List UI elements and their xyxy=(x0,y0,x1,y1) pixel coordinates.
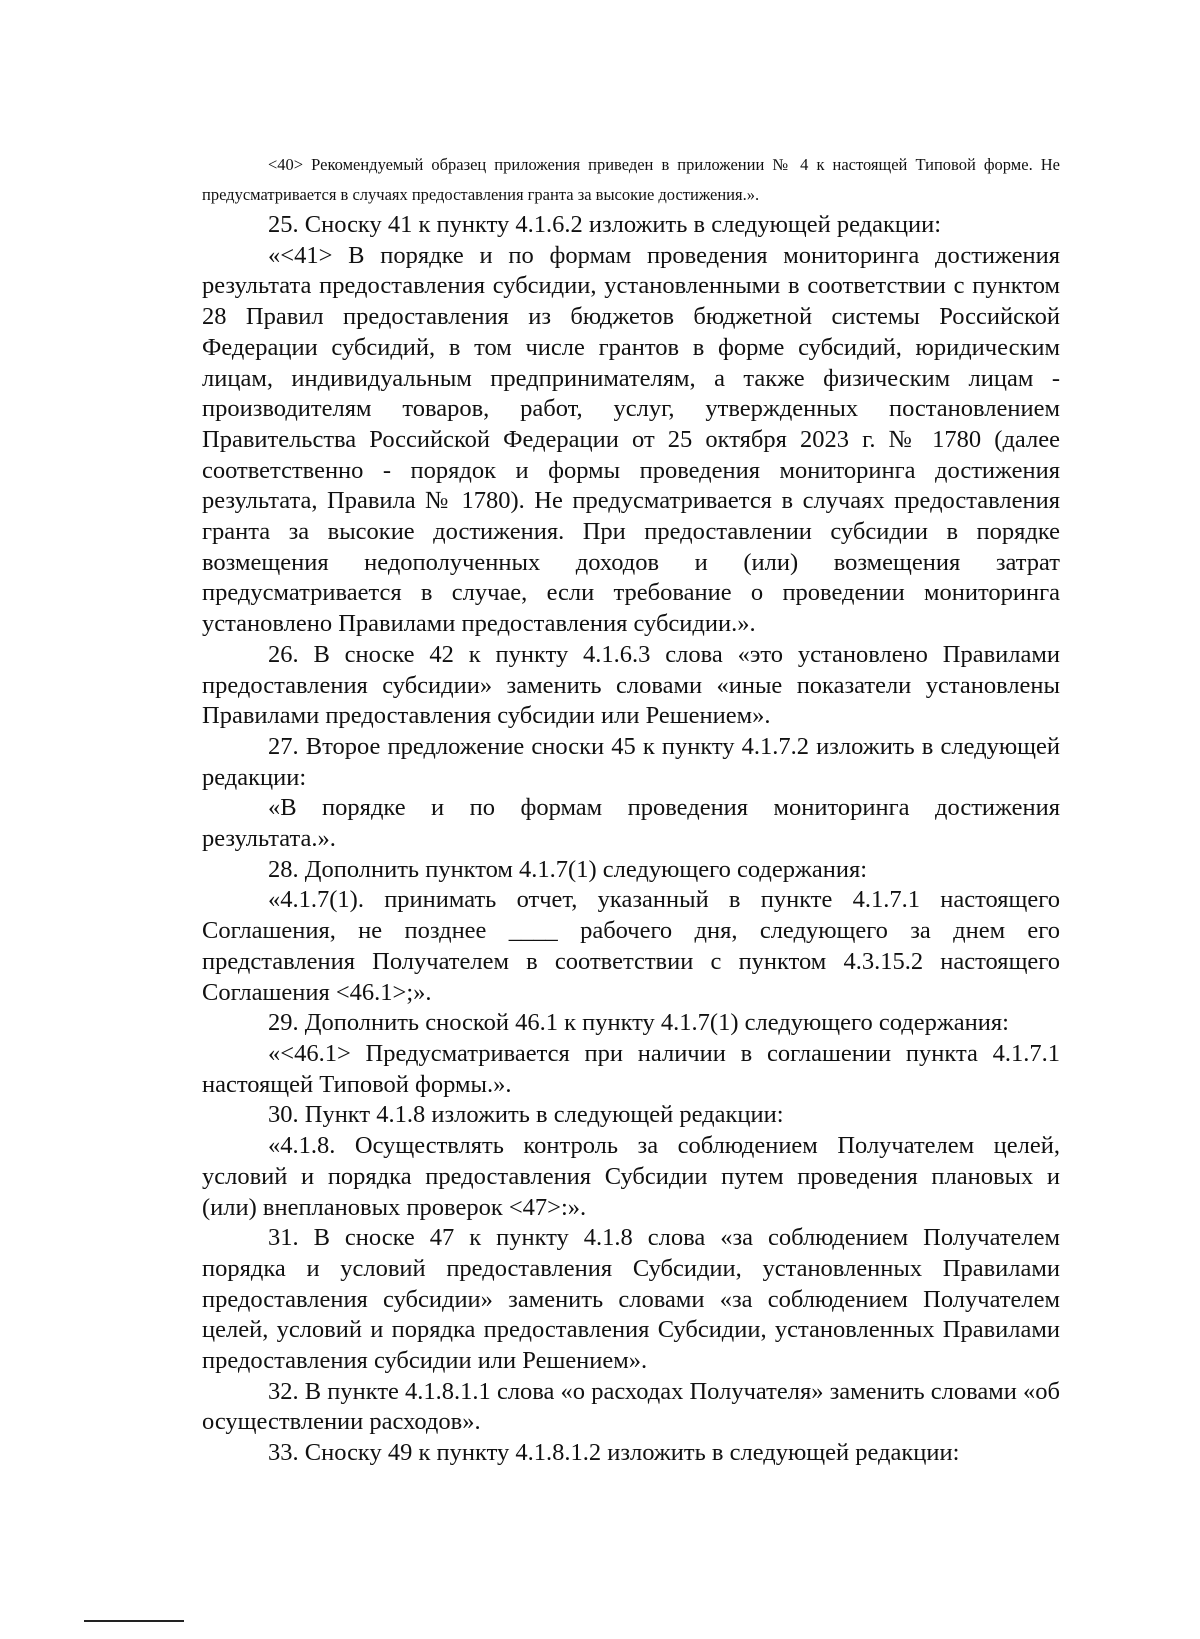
footnote-40: <40> Рекомендуемый образец приложения приведен в приложении № 4 к настоящей Типовой форме. Не предусматривается в случаях предоставления гранта за высокие достижения.». xyxy=(202,155,1060,204)
paragraph-32: 32. В пункте 4.1.8.1.1 слова «о расходах Получателя» заменить словами «об осуществлении расходов». xyxy=(202,1377,1060,1436)
paragraph-29: 29. Дополнить сноской 46.1 к пункту 4.1.7(1) следующего содержания: xyxy=(268,1009,1009,1037)
clause-4-1-8-text: «4.1.8. Осуществлять контроль за соблюдением Получателем целей, условий и порядка предоставления Субсидии путем проведения плановых и (или) внеплановых проверок <47>:». xyxy=(202,1132,1060,1221)
paragraph-26: 26. В сноске 42 к пункту 4.1.6.3 слова «это установлено Правилами предоставления субсидии» заменить словами «иные показатели установлены Правилами предоставления субсидии или Решением». xyxy=(202,640,1060,730)
footnote-separator-line xyxy=(84,1620,184,1622)
clause-4-1-7-1-text: «4.1.7(1). принимать отчет, указанный в пункте 4.1.7.1 настоящего Соглашения, не позднее ____ рабочего дня, следующего за днем его представления Получателем в соответствии с пунктом 4.3.15.2 настоящего Соглашения <46.1>;». xyxy=(202,886,1060,1006)
paragraph-25: 25. Сноску 41 к пункту 4.1.6.2 изложить в следующей редакции: xyxy=(268,211,942,238)
footnote-41-text: «<41> В порядке и по формам проведения мониторинга достижения результата предоставления субсидии, установленными в соответствии с пунктом 28 Правил предоставления из бюджетов бюджетной системы Российской Федерации субсидий, в том числе грантов в форме субсидий, юридическим лицам, индивидуальным предпринимателям, а также физическим лицам - производителям товаров, работ, услуг, утвержденных постановлением Правительства Российской Федерации от 25 октября 2023 г. № 1780 (далее соответственно - порядок и формы проведения мониторинга достижения результата, Правила № 1780). Не предусматривается в случаях предоставления гранта за высокие достижения. При предоставлении субсидии в порядке возмещения недополученных доходов и (или) возмещения затрат предусматривается в случае, если требование о проведении мониторинга установлено Правилами предоставления субсидии.». xyxy=(202,241,1060,638)
paragraph-33: 33. Сноску 49 к пункту 4.1.8.1.2 изложить в следующей редакции: xyxy=(268,1439,960,1467)
paragraph-30: 30. Пункт 4.1.8 изложить в следующей редакции: xyxy=(268,1101,784,1129)
document-body xyxy=(202,150,1060,1469)
paragraph-28: 28. Дополнить пунктом 4.1.7(1) следующего содержания: xyxy=(268,855,868,883)
footnote-45-text: «В порядке и по формам проведения мониторинга достижения результата.». xyxy=(202,794,1060,853)
paragraph-31: 31. В сноске 47 к пункту 4.1.8 слова «за соблюдением Получателем порядка и условий предоставления Субсидии, установленных Правилами предоставления субсидии» заменить словами «за соблюдением Получателем целей, условий и порядка предоставления Субсидии, установленных Правилами предоставления субсидии или Решением». xyxy=(202,1224,1060,1375)
footnote-46-1-text: «<46.1> Предусматривается при наличии в соглашении пункта 4.1.7.1 настоящей Типовой формы.». xyxy=(202,1039,1060,1098)
paragraph-27: 27. Второе предложение сноски 45 к пункту 4.1.7.2 изложить в следующей редакции: xyxy=(202,732,1060,791)
